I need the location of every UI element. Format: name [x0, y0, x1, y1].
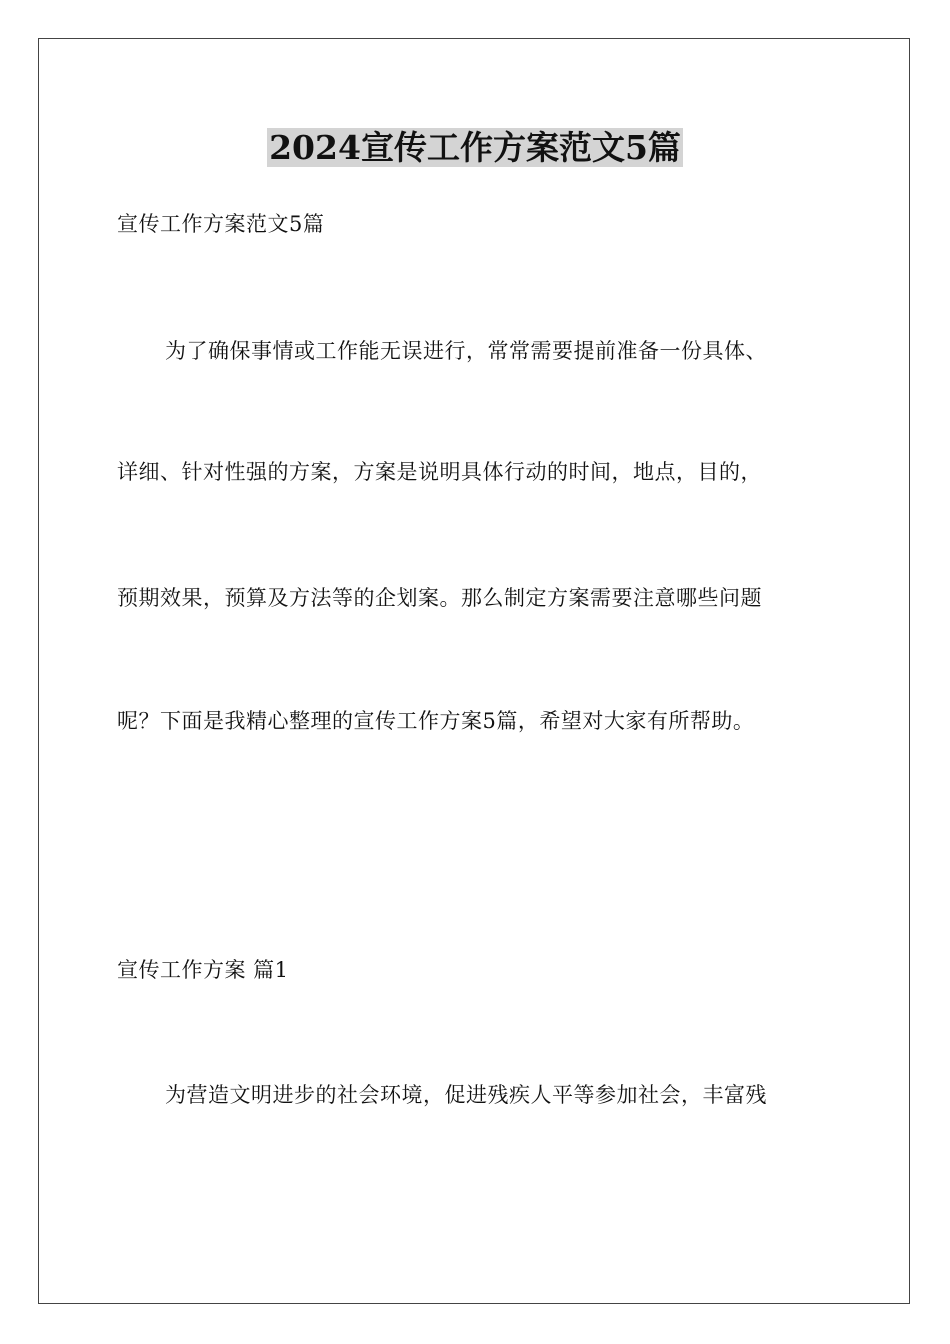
- intro-paragraph-line: 详细、针对性强的方案，方案是说明具体行动的时间，地点，目的，: [117, 460, 762, 484]
- document-subtitle: 宣传工作方案范文5篇: [117, 212, 325, 236]
- section-paragraph-line: 为营造文明进步的社会环境，促进残疾人平等参加社会，丰富残: [165, 1083, 767, 1107]
- document-title: [0, 126, 950, 170]
- document-title-text: 2024宣传工作方案范文5篇: [269, 128, 681, 167]
- intro-paragraph-line: 为了确保事情或工作能无误进行，常常需要提前准备一份具体、: [165, 339, 767, 363]
- section-heading: 宣传工作方案 篇1: [117, 958, 289, 982]
- intro-paragraph-line: 预期效果，预算及方法等的企划案。那么制定方案需要注意哪些问题: [117, 586, 762, 610]
- intro-paragraph-line: 呢？下面是我精心整理的宣传工作方案5篇，希望对大家有所帮助。: [117, 709, 755, 733]
